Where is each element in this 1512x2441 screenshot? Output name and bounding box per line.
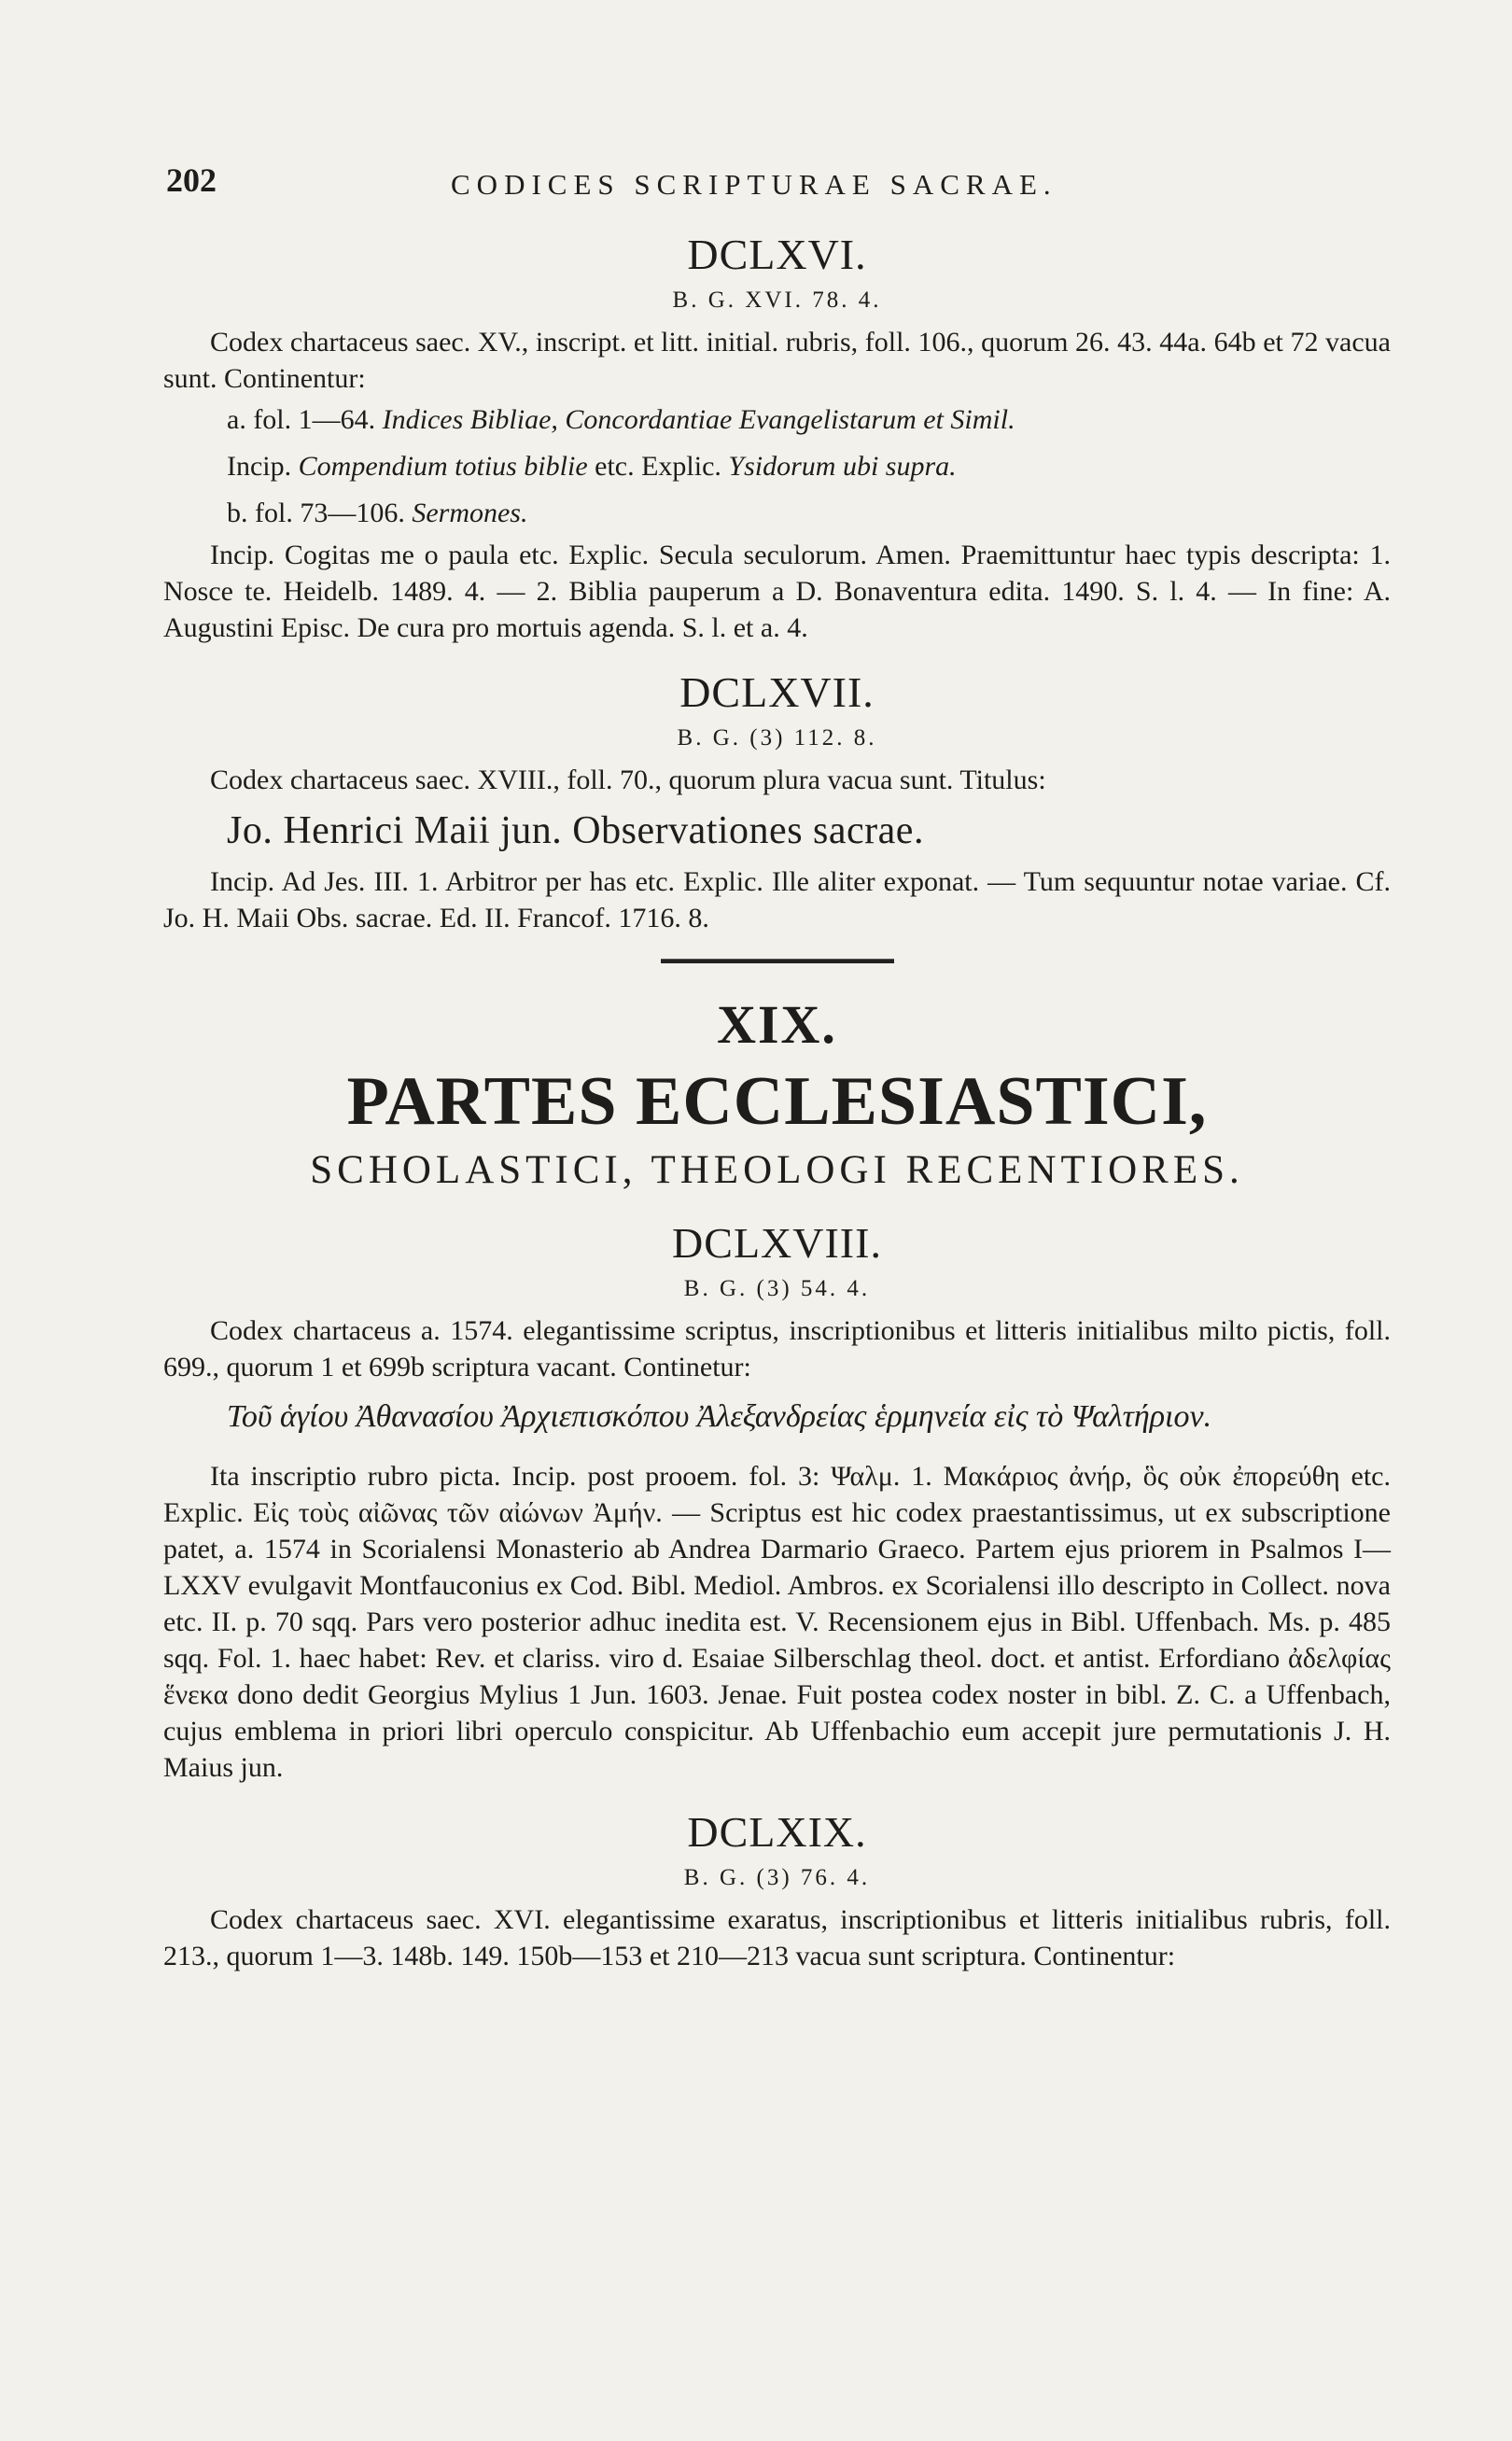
running-title: CODICES SCRIPTURAE SACRAE. [451, 168, 1057, 201]
codex-description: Codex chartaceus saec. XVI. elegantissime exaratus, inscriptionibus et litteris initialibus rubris, foll. 213., quorum 1—3. 148b. 149. 150b—153 et 210—213 vacua sunt scriptura. Continentur: [163, 1904, 1391, 1971]
item-label: a. fol. 1—64. [227, 404, 376, 435]
item-label: Incip. [227, 451, 292, 482]
item-label: b. fol. 73—106. [227, 498, 405, 528]
item-title: Indices Bibliae, Concordantiae Evangelistarum et Simil. [382, 404, 1015, 435]
shelfmark: B. G. (3) 54. 4. [683, 1276, 871, 1301]
item-title: Compendium totius biblie [298, 451, 588, 482]
item-title: Sermones. [412, 498, 528, 528]
greek-title: Τοῦ ἁγίου Ἀθανασίου Ἀρχιεπισκόπου Ἀλεξανδρείας ἑρμηνεία εἰς τὸ Ψαλτήριον. [227, 1399, 1212, 1434]
page-number: 202 [166, 161, 217, 199]
item-title-end: Ysidorum ubi supra. [728, 451, 957, 482]
codex-title: Jo. Henrici Maii jun. Observationes sacrae. [227, 809, 924, 852]
section-number: XIX. [717, 994, 837, 1055]
item-connector: etc. Explic. [595, 451, 721, 482]
codex-notes: Incip. Ad Jes. III. 1. Arbitror per has etc. Explic. Ille aliter exponat. — Tum sequuntur notae variae. Cf. Jo. H. Maii Obs. sacrae. Ed. II. Francof. 1716. 8. [163, 866, 1391, 933]
codex-numeral: DCLXVI. [687, 231, 867, 278]
codex-numeral: DCLXVII. [679, 668, 875, 716]
codex-numeral: DCLXVIII. [672, 1219, 882, 1267]
codex-description: Codex chartaceus a. 1574. elegantissime scriptus, inscriptionibus et litteris initialibus milto pictis, foll. 699., quorum 1 et 699b scriptura vacant. Continetur: [163, 1315, 1391, 1382]
codex-description: Codex chartaceus saec. XV., inscript. et litt. initial. rubris, foll. 106., quorum 26. 43. 44a. 64b et 72 vacua sunt. Continentur: [163, 327, 1391, 394]
codex-notes: Incip. Cogitas me o paula etc. Explic. Secula seculorum. Amen. Praemittuntur haec typis descripta: 1. Nosce te. Heidelb. 1489. 4. — 2. Biblia pauperum a D. Bonaventura edita. 1490. S. l. 4. — In fine: A. Augustini Episc. De cura pro mortuis agenda. S. l. et a. 4. [163, 540, 1391, 643]
shelfmark: B. G. (3) 76. 4. [683, 1865, 871, 1890]
shelfmark: B. G. (3) 112. 8. [677, 725, 877, 751]
codex-description: Codex chartaceus saec. XVIII., foll. 70., quorum plura vacua sunt. Titulus: [210, 765, 1046, 795]
codex-numeral: DCLXIX. [687, 1808, 867, 1856]
content-item [163, 397, 1391, 443]
content-item [163, 490, 1391, 537]
content-item [163, 443, 1391, 490]
shelfmark: B. G. XVI. 78. 4. [672, 288, 882, 313]
section-subtitle: SCHOLASTICI, THEOLOGI RECENTIORES. [310, 1148, 1244, 1192]
page-header [166, 161, 1174, 207]
text-block [163, 229, 1391, 1974]
section-divider [661, 959, 894, 963]
codex-notes: Ita inscriptio rubro picta. Incip. post prooem. fol. 3: Ψαλμ. 1. Μακάριος ἀνήρ, ὃς οὐκ ἐπορεύθη etc. Explic. Εἰς τοὺς αἰῶνας τῶν αἰώνων Ἀμήν. — Scriptus est hic codex praestantissimus, ut ex subscriptione patet, a. 1574 in Scorialensi Monasterio ab Andrea Darmario Graeco. Partem ejus priorem in Psalmos I—LXXV evulgavit Montfauconius ex Cod. Bibl. Mediol. Ambros. ex Scorialensi illo descripto in Collect. nova etc. II. p. 70 sqq. Pars vero posterior adhuc inedita est. V. Recensionem ejus in Bibl. Uffenbach. Ms. p. 485 sqq. Fol. 1. haec habet: Rev. et clariss. viro d. Esaiae Silberschlag theol. doct. et antist. Erfordiano ἀδελφίας ἕνεκα dono dedit Georgius Mylius 1 Jun. 1603. Jenae. Fuit postea codex noster in bibl. Z. C. a Uffenbach, cujus emblema in priori libri operculo conspicitur. Ab Uffenbachio eum accepit jure permutationis J. H. Maius jun. [163, 1461, 1391, 1783]
section-title: PARTES ECCLESIASTICI, [346, 1063, 1208, 1140]
